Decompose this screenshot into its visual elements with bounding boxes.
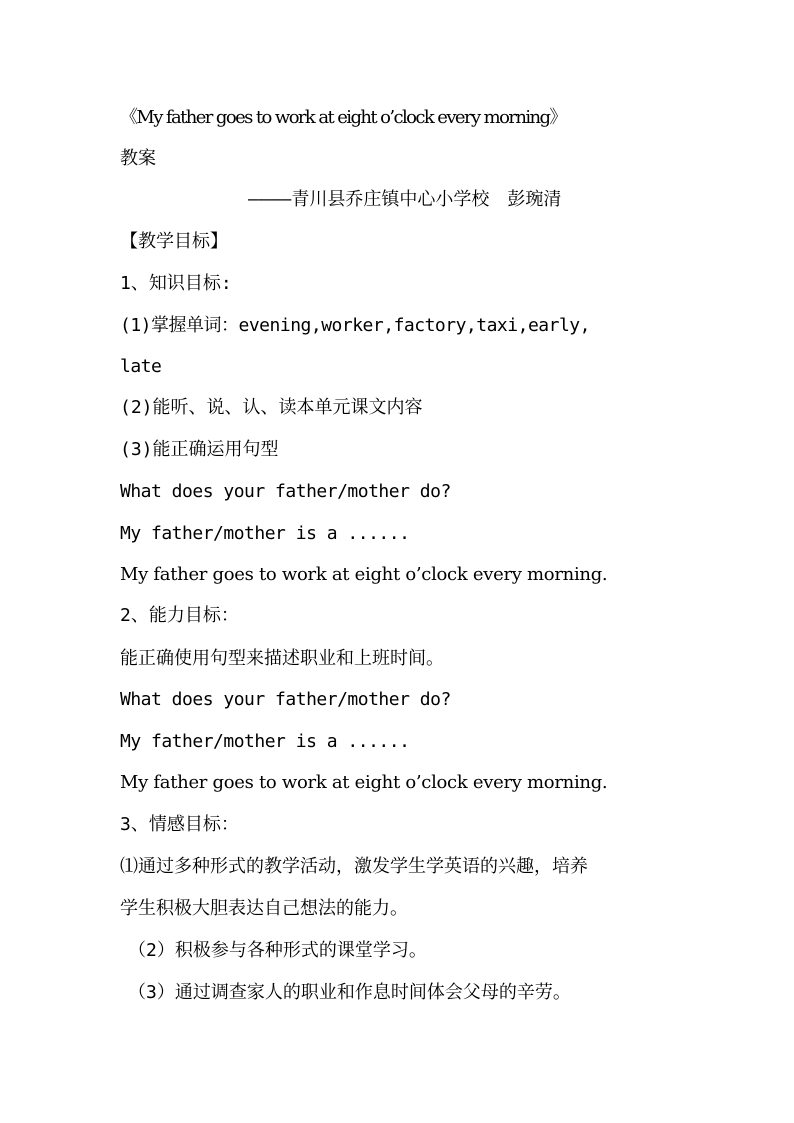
emotion-item-interest-continuation: 学生积极大胆表达自己想法的能力。 [120, 898, 408, 919]
emotion-item-interest: ⑴通过多种形式的教学活动，激发学生学英语的兴趣，培养 [120, 856, 588, 877]
document-title-continuation: 教案 [120, 148, 156, 169]
ability-sentence-question: What does your father/mother do? [120, 689, 451, 710]
knowledge-item-listening: (2)能听、说、认、读本单元课文内容 [120, 397, 423, 418]
emotion-goal-heading: 3、情感目标： [120, 814, 239, 835]
emotion-item-parents: （3）通过调查家人的职业和作息时间体会父母的辛劳。 [128, 982, 571, 1003]
emotion-item-participation: （2）积极参与各种形式的课堂学习。 [128, 940, 427, 961]
knowledge-item-vocabulary: (1)掌握单词：evening,worker,factory,taxi,early, [120, 315, 590, 336]
ability-goal-description: 能正确使用句型来描述职业和上班时间。 [120, 648, 444, 669]
knowledge-sentence-answer: My father/mother is a ...... [120, 523, 410, 544]
document-title: 《My father goes to work at eight o’clock every morning》 [120, 107, 566, 128]
section-heading-teaching-goals: 【教学目标】 [120, 231, 228, 252]
knowledge-item-vocabulary-continuation: late [120, 356, 162, 377]
ability-goal-heading: 2、能力目标： [120, 605, 239, 626]
ability-sentence-answer: My father/mother is a ...... [120, 731, 410, 752]
knowledge-item-sentence-patterns: (3)能正确运用句型 [120, 439, 279, 460]
ability-sentence-example: My father goes to work at eight o’clock every morning. [120, 772, 608, 793]
knowledge-sentence-question: What does your father/mother do? [120, 481, 451, 502]
knowledge-goal-heading: 1、知识目标: [120, 273, 232, 294]
knowledge-sentence-example: My father goes to work at eight o’clock every morning. [120, 564, 608, 585]
author-line: ————青川县乔庄镇中心小学校 彭琬清 [248, 189, 562, 210]
